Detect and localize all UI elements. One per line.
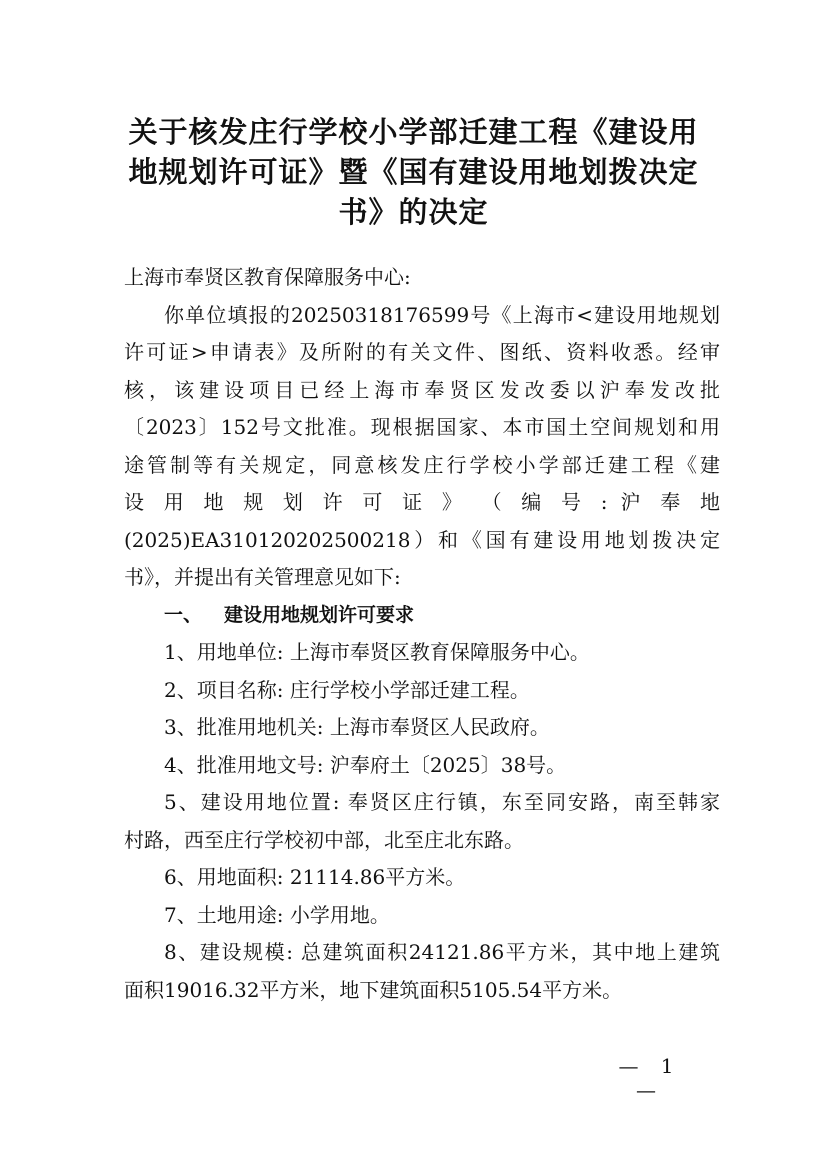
title-line: 书》的决定 bbox=[338, 195, 489, 229]
document-body bbox=[124, 259, 720, 1009]
paragraph-line: 〔2023〕152号文批准。现根据国家、本市国土空间规划和用 bbox=[124, 415, 720, 439]
title-line: 关于核发庄行学校小学部迁建工程《建设用 bbox=[128, 115, 699, 149]
list-item: 3、批准用地机关: 上海市奉贤区人民政府。 bbox=[164, 715, 550, 739]
list-item: 4、批准用地文号: 沪奉府土〔2025〕38号。 bbox=[164, 752, 567, 777]
title-line: 地规划许可证》暨《国有建设用地划拨决定 bbox=[128, 155, 699, 189]
list-item-continuation: 村路，西至庄行学校初中部，北至庄北东路。 bbox=[124, 827, 524, 852]
list-item: 6、用地面积: 21114.86平方米。 bbox=[164, 865, 466, 889]
list-item: 5、建设用地位置: 奉贤区庄行镇，东至同安路，南至韩家 bbox=[164, 790, 720, 814]
list-item-continuation: 面积19016.32平方米，地下建筑面积5105.54平方米。 bbox=[124, 977, 623, 1002]
section-number: 一、 bbox=[164, 603, 203, 626]
paragraph-line: 设 用 地 规 划 许 可 证 》 （ 编 号 : 沪 奉 地 bbox=[124, 490, 720, 514]
paragraph-line: 途管制等有关规定，同意核发庄行学校小学部迁建工程《建 bbox=[124, 452, 720, 477]
paragraph-line: 书》，并提出有关管理意见如下: bbox=[124, 565, 401, 589]
page-number: — 1 — bbox=[618, 1054, 682, 1102]
list-item: 8、建设规模: 总建筑面积24121.86平方米，其中地上建筑 bbox=[164, 940, 720, 964]
list-item: 1、用地单位: 上海市奉贤区教育保障服务中心。 bbox=[164, 640, 590, 664]
paragraph-line: 核，该建设项目已经上海市奉贤区发改委以沪奉发改批 bbox=[124, 377, 720, 402]
section-heading bbox=[124, 597, 720, 635]
list-item: 7、土地用途: 小学用地。 bbox=[164, 902, 390, 927]
paragraph-line: (2025)EA310120202500218）和《国有建设用地划拨决定 bbox=[124, 527, 720, 552]
paragraph-line: 你单位填报的20250318176599号《上海市<建设用地规划 bbox=[164, 302, 720, 327]
addressee: 上海市奉贤区教育保障服务中心: bbox=[124, 265, 411, 289]
paragraph-line: 许可证>申请表》及所附的有关文件、图纸、资料收悉。经审 bbox=[124, 340, 720, 364]
document-title bbox=[100, 112, 727, 232]
section-heading-text: 建设用地规划许可要求 bbox=[224, 603, 415, 626]
list-item: 2、项目名称: 庄行学校小学部迁建工程。 bbox=[164, 677, 530, 702]
